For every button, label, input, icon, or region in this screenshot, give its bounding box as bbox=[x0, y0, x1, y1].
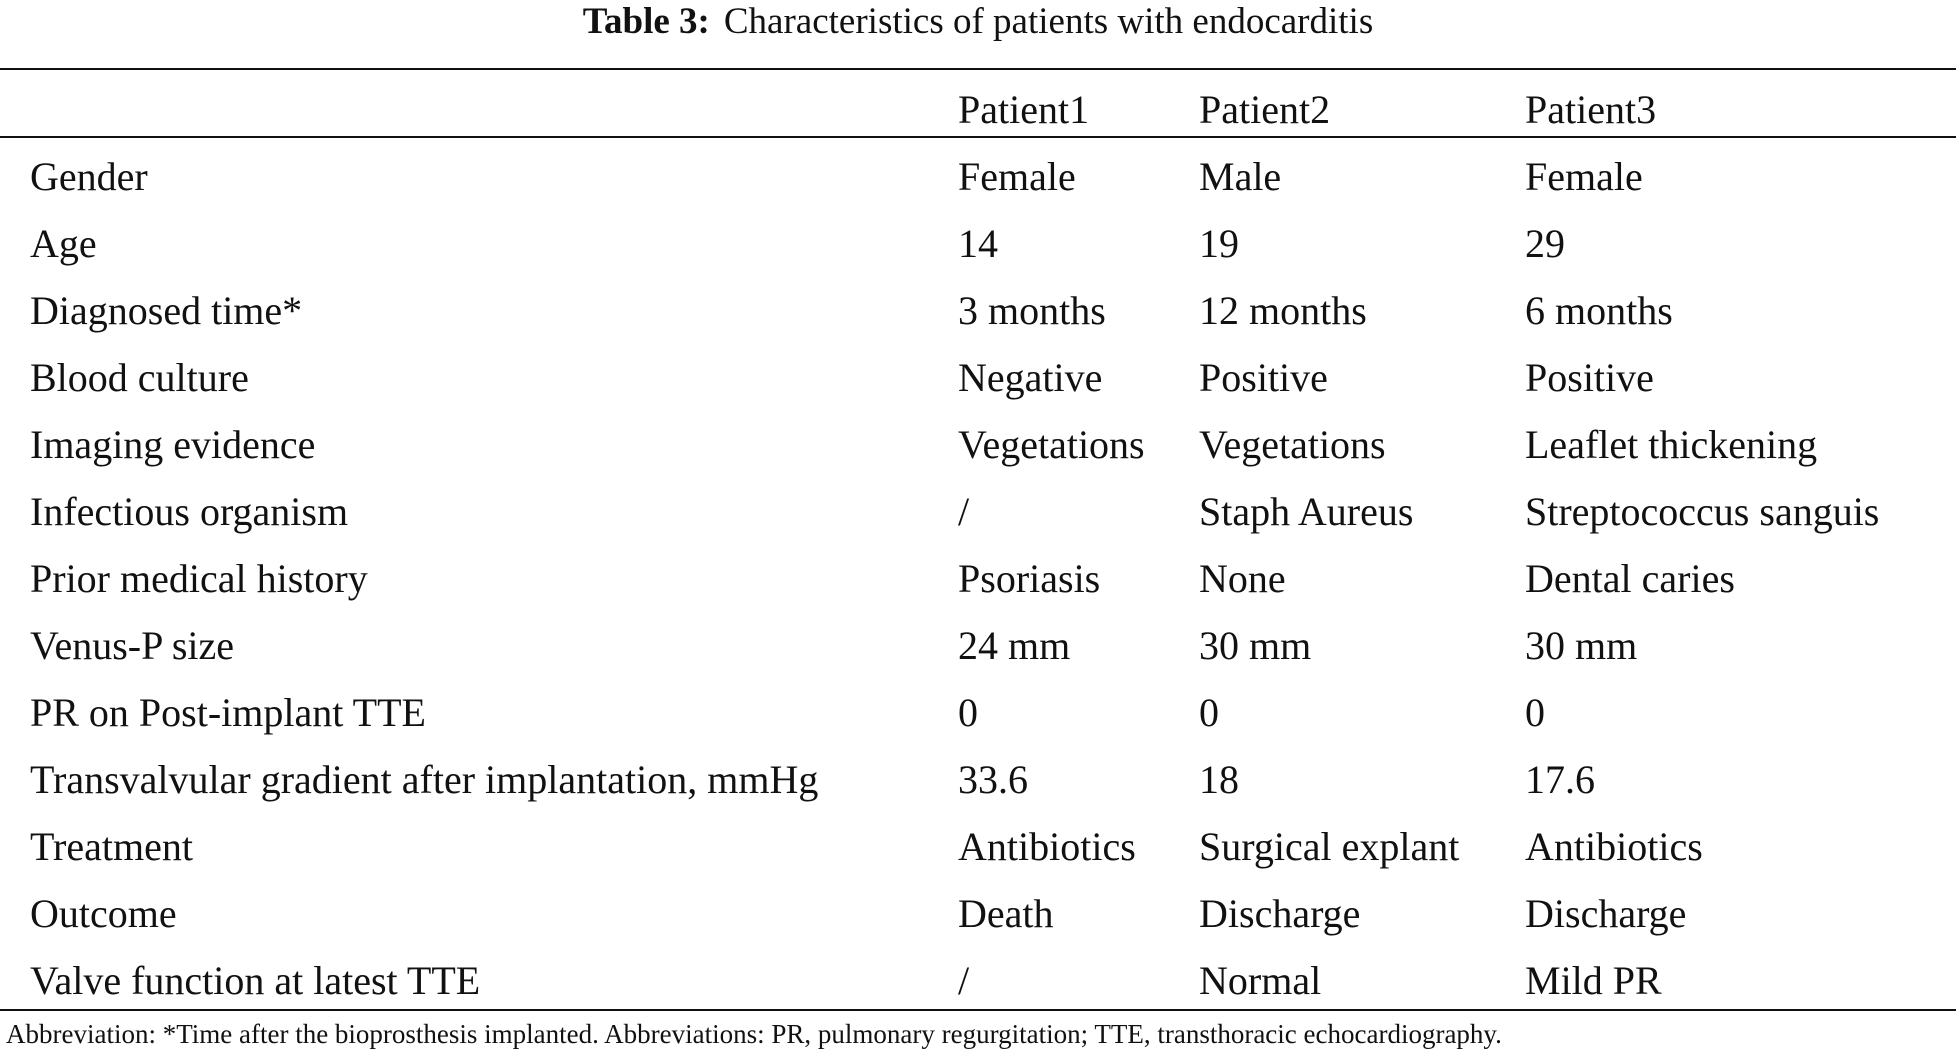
table-cell: Vegetations bbox=[958, 422, 1145, 467]
table-cell: Positive bbox=[1199, 355, 1328, 400]
table-cell: Psoriasis bbox=[958, 556, 1101, 601]
row-label: Treatment bbox=[30, 824, 193, 869]
table-cell: Male bbox=[1199, 154, 1282, 199]
table-cell: Vegetations bbox=[1199, 422, 1386, 467]
table-cell: Mild PR bbox=[1525, 958, 1662, 1003]
table-cell: Normal bbox=[1199, 958, 1322, 1003]
row-label: Venus-P size bbox=[30, 623, 235, 668]
row-label: Diagnosed time* bbox=[30, 288, 303, 333]
row-label: Age bbox=[30, 221, 97, 266]
table-cell: Staph Aureus bbox=[1199, 489, 1414, 534]
row-label: PR on Post-implant TTE bbox=[30, 690, 426, 735]
table-cell: 18 bbox=[1199, 757, 1239, 802]
row-label: Blood culture bbox=[30, 355, 249, 400]
table-cell: 29 bbox=[1525, 221, 1565, 266]
table-cell: 33.6 bbox=[958, 757, 1028, 802]
header-rule bbox=[0, 136, 1956, 138]
bottom-rule bbox=[0, 1009, 1956, 1011]
table-cell: Antibiotics bbox=[1525, 824, 1703, 869]
table-caption bbox=[0, 0, 1956, 44]
table-cell: 3 months bbox=[958, 288, 1106, 333]
table-cell: 0 bbox=[958, 690, 978, 735]
row-label: Valve function at latest TTE bbox=[30, 958, 481, 1003]
column-header: Patient1 bbox=[958, 87, 1090, 132]
top-rule bbox=[0, 68, 1956, 70]
table-cell: Streptococcus sanguis bbox=[1525, 489, 1880, 534]
table-cell: Female bbox=[958, 154, 1076, 199]
column-header: Patient3 bbox=[1525, 87, 1657, 132]
table-cell: Discharge bbox=[1525, 891, 1687, 936]
row-label: Imaging evidence bbox=[30, 422, 316, 467]
column-header: Patient2 bbox=[1199, 87, 1331, 132]
table-footnote: Abbreviation: *Time after the bioprosthesis implanted. Abbreviations: PR, pulmonary regurgitation; TTE, transthoracic echocardiography. bbox=[6, 1019, 1502, 1049]
table-cell: Discharge bbox=[1199, 891, 1361, 936]
row-label: Outcome bbox=[30, 891, 177, 936]
table-cell: / bbox=[958, 958, 970, 1003]
table-cell: / bbox=[958, 489, 970, 534]
table-cell: 14 bbox=[958, 221, 998, 266]
table-cell: Female bbox=[1525, 154, 1643, 199]
row-label: Infectious organism bbox=[30, 489, 349, 534]
table-cell: Dental caries bbox=[1525, 556, 1735, 601]
table-cell: 6 months bbox=[1525, 288, 1673, 333]
row-label: Gender bbox=[30, 154, 148, 199]
table-cell: Surgical explant bbox=[1199, 824, 1460, 869]
table-cell: 0 bbox=[1525, 690, 1545, 735]
table-cell: None bbox=[1199, 556, 1286, 601]
row-label: Prior medical history bbox=[30, 556, 368, 601]
row-label: Transvalvular gradient after implantation, mmHg bbox=[30, 757, 819, 802]
table-cell: Positive bbox=[1525, 355, 1654, 400]
table-cell: 30 mm bbox=[1199, 623, 1312, 668]
table-cell: Negative bbox=[958, 355, 1103, 400]
table-cell: 17.6 bbox=[1525, 757, 1595, 802]
table-cell: 0 bbox=[1199, 690, 1219, 735]
table-label: Table 3: bbox=[582, 1, 710, 42]
table-cell: 19 bbox=[1199, 221, 1239, 266]
table-cell: 30 mm bbox=[1525, 623, 1638, 668]
table-cell: 24 mm bbox=[958, 623, 1071, 668]
table-cell: Antibiotics bbox=[958, 824, 1136, 869]
table-cell: 12 months bbox=[1199, 288, 1367, 333]
table-title: Characteristics of patients with endocarditis bbox=[723, 1, 1374, 42]
table-cell: Leaflet thickening bbox=[1525, 422, 1818, 467]
table-cell: Death bbox=[958, 891, 1054, 936]
